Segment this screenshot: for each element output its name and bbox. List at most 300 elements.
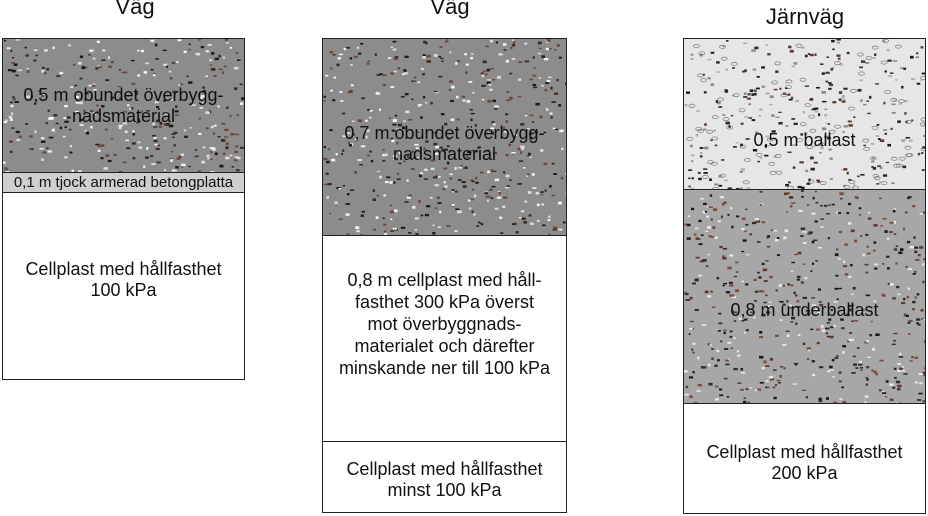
aggregate-speck [847, 52, 850, 54]
aggregate-speck [894, 377, 896, 379]
aggregate-speck [34, 49, 38, 51]
aggregate-speck [434, 91, 438, 92]
aggregate-speck [903, 68, 906, 70]
aggregate-speck [909, 360, 912, 361]
aggregate-speck [801, 228, 805, 230]
aggregate-speck [710, 194, 712, 197]
aggregate-speck [29, 135, 33, 137]
aggregate-speck [466, 100, 470, 103]
aggregate-speck [240, 147, 244, 149]
aggregate-speck [505, 187, 509, 188]
aggregate-speck [339, 219, 343, 220]
aggregate-speck [435, 184, 439, 186]
aggregate-speck [811, 213, 815, 215]
aggregate-speck [439, 46, 442, 48]
aggregate-speck [111, 61, 114, 63]
aggregate-speck [719, 394, 723, 396]
aggregate-speck [893, 208, 896, 210]
aggregate-speck [801, 196, 804, 198]
aggregate-speck [879, 198, 882, 200]
aggregate-speck [719, 388, 722, 390]
aggregate-speck [903, 166, 907, 169]
aggregate-speck [825, 72, 829, 74]
layer-label: Cellplast med hållfasthet minst 100 kPa [346, 459, 543, 500]
aggregate-speck [125, 140, 129, 141]
aggregate-speck [851, 372, 855, 374]
aggregate-speck [762, 86, 766, 88]
aggregate-speck [334, 202, 338, 204]
aggregate-speck [535, 103, 539, 106]
aggregate-speck [891, 104, 895, 105]
aggregate-speck [770, 171, 776, 174]
aggregate-speck [865, 272, 868, 274]
aggregate-speck [684, 394, 688, 396]
aggregate-speck [56, 75, 60, 77]
aggregate-speck [765, 260, 768, 261]
aggregate-speck [855, 196, 858, 199]
aggregate-speck [735, 262, 738, 264]
aggregate-speck [332, 99, 335, 101]
aggregate-speck [462, 181, 465, 182]
layer-concrete-slab [2, 172, 245, 193]
aggregate-speck [732, 67, 735, 69]
aggregate-speck [903, 373, 907, 375]
aggregate-speck [552, 101, 556, 103]
aggregate-speck [689, 104, 695, 107]
aggregate-speck [810, 270, 812, 272]
aggregate-speck [230, 47, 232, 49]
aggregate-speck [146, 147, 148, 150]
aggregate-speck [920, 80, 922, 81]
aggregate-speck [351, 64, 353, 66]
aggregate-speck [847, 172, 849, 175]
aggregate-speck [708, 383, 712, 386]
aggregate-speck [860, 235, 862, 237]
aggregate-speck [373, 189, 375, 192]
aggregate-speck [850, 264, 853, 266]
aggregate-speck [835, 275, 838, 277]
aggregate-speck [565, 173, 566, 175]
aggregate-speck [411, 168, 415, 170]
aggregate-speck [822, 91, 826, 94]
aggregate-speck [457, 60, 460, 62]
aggregate-speck [826, 123, 828, 124]
aggregate-speck [838, 288, 842, 289]
aggregate-speck [698, 384, 702, 386]
aggregate-speck [536, 192, 539, 195]
aggregate-speck [788, 46, 791, 49]
aggregate-speck [393, 228, 397, 230]
aggregate-speck [336, 64, 339, 67]
aggregate-speck [860, 99, 862, 102]
aggregate-speck [724, 180, 728, 182]
aggregate-speck [803, 263, 805, 264]
aggregate-speck [79, 78, 82, 80]
aggregate-speck [60, 127, 62, 129]
aggregate-speck [795, 100, 799, 102]
aggregate-speck [712, 116, 718, 119]
aggregate-speck [875, 373, 878, 375]
aggregate-speck [755, 291, 759, 293]
aggregate-speck [439, 211, 441, 213]
aggregate-speck [734, 276, 737, 277]
aggregate-speck [885, 396, 887, 397]
aggregate-speck [518, 79, 521, 81]
aggregate-speck [490, 169, 493, 172]
aggregate-speck [892, 344, 896, 345]
aggregate-speck [235, 52, 238, 54]
aggregate-speck [859, 361, 862, 363]
aggregate-speck [478, 221, 480, 223]
aggregate-speck [774, 89, 778, 90]
aggregate-speck [775, 71, 778, 73]
aggregate-speck [708, 77, 711, 79]
aggregate-speck [482, 99, 484, 100]
aggregate-speck [871, 161, 874, 163]
aggregate-speck [746, 254, 749, 255]
aggregate-speck [841, 387, 844, 389]
aggregate-speck [756, 153, 762, 156]
aggregate-speck [759, 290, 762, 292]
aggregate-speck [480, 223, 483, 224]
aggregate-speck [783, 237, 786, 240]
aggregate-speck [752, 119, 756, 121]
aggregate-speck [839, 91, 842, 94]
aggregate-speck [376, 92, 379, 95]
aggregate-speck [803, 297, 807, 299]
aggregate-speck [759, 276, 762, 278]
aggregate-speck [529, 115, 533, 116]
aggregate-speck [487, 171, 490, 174]
aggregate-speck [361, 97, 365, 99]
aggregate-speck [803, 242, 807, 244]
aggregate-speck [210, 64, 212, 65]
aggregate-speck [426, 205, 430, 207]
aggregate-speck [727, 214, 729, 216]
aggregate-speck [326, 196, 329, 198]
aggregate-speck [458, 179, 462, 181]
aggregate-speck [838, 212, 841, 214]
aggregate-speck [852, 339, 854, 341]
aggregate-speck [842, 345, 846, 347]
aggregate-speck [533, 87, 537, 89]
aggregate-speck [846, 212, 849, 214]
aggregate-speck [777, 254, 780, 256]
aggregate-speck [916, 56, 919, 58]
aggregate-speck [867, 246, 869, 248]
aggregate-speck [195, 156, 199, 157]
aggregate-speck [154, 140, 158, 143]
aggregate-speck [924, 340, 925, 343]
aggregate-speck [907, 241, 910, 243]
aggregate-speck [867, 357, 871, 358]
aggregate-speck [851, 293, 853, 295]
aggregate-speck [171, 151, 173, 152]
aggregate-speck [223, 57, 225, 59]
aggregate-speck [800, 235, 803, 237]
aggregate-speck [859, 66, 863, 68]
aggregate-speck [839, 380, 842, 382]
aggregate-speck [108, 56, 110, 59]
aggregate-speck [795, 364, 797, 365]
aggregate-speck [232, 166, 234, 168]
aggregate-speck [700, 155, 703, 157]
aggregate-speck [695, 228, 698, 230]
aggregate-speck [831, 68, 834, 71]
aggregate-speck [85, 66, 87, 68]
aggregate-speck [820, 181, 826, 184]
aggregate-speck [703, 203, 707, 205]
aggregate-speck [776, 171, 782, 174]
aggregate-speck [842, 351, 844, 354]
layer-ballast [683, 38, 926, 190]
aggregate-speck [170, 77, 173, 80]
aggregate-speck [407, 179, 409, 181]
aggregate-speck [427, 55, 431, 58]
aggregate-speck [893, 60, 897, 62]
aggregate-speck [711, 358, 714, 360]
aggregate-speck [46, 148, 48, 149]
aggregate-speck [125, 131, 128, 133]
aggregate-speck [893, 333, 897, 334]
aggregate-speck [105, 154, 109, 157]
aggregate-speck [534, 67, 537, 68]
aggregate-speck [866, 295, 870, 297]
aggregate-speck [729, 254, 733, 256]
aggregate-speck [412, 206, 415, 209]
aggregate-speck [716, 350, 719, 352]
aggregate-speck [393, 41, 397, 43]
aggregate-speck [689, 333, 691, 334]
aggregate-speck [463, 185, 467, 188]
aggregate-speck [471, 113, 475, 114]
layer-graded-cellular-plastic [322, 235, 567, 442]
aggregate-speck [401, 96, 405, 98]
aggregate-speck [340, 100, 343, 102]
aggregate-speck [832, 359, 835, 361]
aggregate-speck [418, 200, 421, 203]
aggregate-speck [449, 51, 451, 53]
aggregate-speck [4, 40, 6, 42]
aggregate-speck [137, 142, 140, 144]
aggregate-speck [882, 294, 886, 296]
aggregate-speck [512, 39, 514, 41]
aggregate-speck [457, 211, 461, 214]
aggregate-speck [427, 60, 431, 63]
aggregate-speck [758, 115, 761, 116]
aggregate-speck [18, 70, 22, 72]
aggregate-speck [756, 88, 760, 90]
aggregate-speck [102, 50, 105, 52]
aggregate-speck [703, 168, 707, 169]
aggregate-speck [771, 229, 774, 231]
aggregate-speck [825, 205, 828, 207]
aggregate-speck [920, 76, 925, 79]
aggregate-speck [746, 388, 749, 390]
aggregate-speck [529, 214, 532, 216]
aggregate-speck [892, 112, 896, 114]
aggregate-speck [330, 90, 333, 92]
aggregate-speck [711, 83, 714, 86]
aggregate-speck [333, 54, 336, 55]
aggregate-speck [154, 144, 158, 146]
aggregate-speck [750, 89, 753, 92]
aggregate-speck [830, 158, 833, 160]
aggregate-speck [509, 73, 512, 75]
aggregate-speck [405, 111, 409, 114]
aggregate-speck [451, 119, 454, 121]
aggregate-speck [742, 218, 746, 220]
aggregate-speck [725, 122, 729, 125]
aggregate-speck [893, 210, 896, 213]
aggregate-speck [184, 51, 187, 53]
aggregate-speck [347, 193, 350, 195]
aggregate-speck [209, 59, 212, 61]
aggregate-speck [836, 54, 840, 56]
aggregate-speck [542, 55, 545, 58]
aggregate-speck [481, 85, 485, 87]
aggregate-speck [355, 226, 359, 229]
aggregate-speck [690, 54, 693, 56]
aggregate-speck [855, 367, 858, 369]
aggregate-speck [741, 168, 745, 171]
aggregate-speck [863, 104, 866, 106]
aggregate-speck [401, 227, 405, 229]
aggregate-speck [796, 44, 802, 47]
aggregate-speck [356, 230, 359, 232]
aggregate-speck [757, 161, 760, 162]
aggregate-speck [922, 169, 925, 171]
aggregate-speck [744, 116, 748, 118]
aggregate-speck [415, 218, 419, 220]
aggregate-speck [919, 246, 923, 249]
aggregate-speck [857, 53, 863, 56]
aggregate-speck [728, 125, 730, 128]
aggregate-speck [865, 264, 869, 266]
aggregate-speck [769, 162, 775, 165]
aggregate-speck [899, 157, 905, 160]
aggregate-speck [800, 123, 806, 126]
aggregate-speck [487, 79, 491, 80]
aggregate-speck [895, 262, 897, 264]
aggregate-speck [844, 243, 847, 246]
aggregate-speck [502, 206, 505, 208]
aggregate-speck [757, 76, 760, 78]
aggregate-speck [718, 106, 722, 108]
aggregate-speck [465, 71, 468, 74]
aggregate-speck [361, 214, 364, 217]
aggregate-speck [24, 47, 26, 49]
aggregate-speck [865, 377, 868, 378]
aggregate-speck [731, 62, 737, 65]
layer-unbound-base-material [2, 38, 245, 173]
aggregate-speck [896, 381, 900, 384]
aggregate-speck [390, 230, 394, 232]
aggregate-speck [742, 281, 744, 283]
aggregate-speck [721, 159, 724, 160]
aggregate-speck [455, 191, 457, 193]
aggregate-speck [382, 74, 386, 76]
aggregate-speck [698, 275, 702, 277]
aggregate-speck [390, 211, 394, 214]
aggregate-speck [804, 277, 807, 279]
aggregate-speck [506, 175, 510, 178]
aggregate-speck [489, 189, 493, 191]
aggregate-speck [790, 321, 793, 323]
aggregate-speck [41, 70, 44, 73]
aggregate-speck [207, 155, 210, 157]
aggregate-speck [908, 322, 911, 324]
aggregate-speck [40, 148, 44, 150]
aggregate-speck [725, 69, 728, 71]
aggregate-speck [503, 43, 506, 46]
aggregate-speck [16, 131, 20, 133]
aggregate-speck [41, 141, 45, 143]
layer-unbound-base-material [322, 38, 567, 236]
aggregate-speck [873, 241, 876, 243]
aggregate-speck [701, 366, 705, 368]
aggregate-speck [378, 93, 380, 95]
aggregate-speck [209, 159, 212, 161]
aggregate-speck [874, 371, 877, 374]
aggregate-speck [735, 289, 739, 292]
aggregate-speck [763, 361, 766, 364]
aggregate-speck [806, 396, 808, 399]
aggregate-speck [824, 109, 827, 110]
aggregate-speck [902, 366, 904, 368]
aggregate-speck [822, 329, 825, 331]
aggregate-speck [225, 157, 229, 160]
aggregate-speck [108, 66, 111, 68]
aggregate-speck [794, 363, 798, 364]
aggregate-speck [720, 196, 724, 198]
aggregate-speck [466, 64, 469, 66]
aggregate-speck [424, 178, 428, 180]
aggregate-speck [188, 81, 192, 83]
aggregate-speck [787, 93, 790, 95]
aggregate-speck [791, 262, 795, 263]
aggregate-speck [860, 367, 863, 368]
aggregate-speck [826, 333, 828, 335]
aggregate-speck [691, 208, 694, 210]
aggregate-speck [422, 56, 426, 59]
aggregate-speck [789, 99, 793, 101]
aggregate-speck [704, 123, 707, 126]
aggregate-speck [177, 157, 181, 160]
aggregate-speck [772, 81, 778, 84]
aggregate-speck [692, 343, 695, 345]
aggregate-speck [812, 241, 815, 244]
aggregate-speck [394, 209, 397, 212]
aggregate-speck [793, 167, 796, 169]
aggregate-speck [769, 104, 773, 105]
aggregate-speck [874, 54, 876, 56]
aggregate-speck [558, 104, 561, 107]
aggregate-speck [339, 54, 343, 55]
aggregate-speck [811, 297, 815, 299]
aggregate-speck [849, 339, 852, 342]
aggregate-speck [853, 184, 855, 187]
aggregate-speck [741, 372, 745, 374]
aggregate-speck [805, 55, 808, 58]
aggregate-speck [914, 357, 918, 359]
aggregate-speck [807, 347, 811, 349]
aggregate-speck [766, 237, 768, 239]
aggregate-speck [892, 387, 895, 389]
aggregate-speck [480, 172, 484, 174]
aggregate-speck [376, 216, 379, 219]
aggregate-speck [437, 202, 441, 204]
